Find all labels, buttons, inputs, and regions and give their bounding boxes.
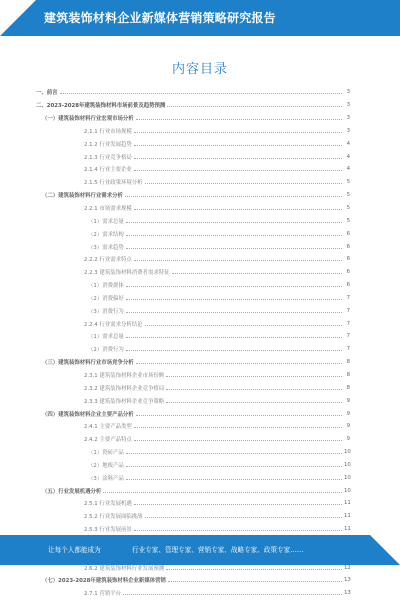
- toc-dot-leader: [134, 439, 342, 441]
- toc-dot-leader: [166, 375, 342, 377]
- toc-entry-text: 2.1.2 行业发展趋势: [84, 141, 132, 148]
- toc-entry-page: 8: [346, 371, 350, 378]
- toc-entry-text: 2.3.1 建筑装饰材料企业市场份额: [84, 372, 165, 379]
- toc-entry[interactable]: [36, 394, 350, 407]
- page-header: [0, 0, 400, 36]
- toc-entry[interactable]: [36, 176, 350, 189]
- toc-dot-leader: [126, 298, 342, 300]
- toc-entry-page: 6: [346, 269, 350, 276]
- toc-entry-text: 2.1.5 行业政策环境分析: [84, 180, 143, 187]
- toc-entry[interactable]: [36, 253, 350, 266]
- toc-entry-text: （1）需求总量: [88, 334, 124, 341]
- toc-entry-text: （1）消费群体: [88, 283, 124, 290]
- toc-entry-page: 11: [344, 526, 351, 533]
- toc-entry-text: 2.4.2 主要产品特点: [84, 437, 132, 444]
- page-footer: [0, 535, 400, 565]
- toc-entry[interactable]: [36, 150, 350, 163]
- toc-entry-text: （2）消费偏好: [88, 295, 124, 302]
- toc-entry[interactable]: [36, 369, 350, 382]
- toc-entry-page: 13: [344, 590, 351, 597]
- toc-entry-page: 7: [346, 333, 350, 340]
- toc-entry-text: 2.2.1 市场需求规模: [84, 206, 132, 213]
- toc-dot-leader: [172, 272, 342, 274]
- toc-dot-leader: [134, 144, 342, 146]
- toc-entry[interactable]: [36, 420, 350, 433]
- toc-entry[interactable]: [36, 471, 350, 484]
- toc-entry-page: 10: [344, 474, 351, 481]
- toc-entry[interactable]: [36, 433, 350, 446]
- toc-dot-leader: [123, 593, 342, 595]
- toc-entry-text: （1）瓷砖产品: [88, 450, 124, 457]
- toc-entry-text: （四）建筑装饰材料企业主要产品分析: [42, 411, 134, 418]
- toc-dot-leader: [145, 324, 342, 326]
- toc-entry-text: 2.1.3 行业竞争格局: [84, 154, 132, 161]
- toc-entry-page: 3: [346, 89, 350, 96]
- toc-entry-text: （3）需求趋势: [88, 244, 124, 251]
- toc-dot-leader: [103, 491, 342, 493]
- toc-entry[interactable]: [36, 497, 350, 510]
- toc-entry-text: 2.3.3 建筑装饰材料企业竞争策略: [84, 398, 165, 405]
- toc-entry-page: 10: [344, 461, 351, 468]
- table-of-contents: [36, 86, 350, 600]
- toc-dot-leader: [134, 503, 342, 505]
- toc-entry[interactable]: [36, 137, 350, 150]
- toc-entry-text: 2.2.4 行业需求分析结论: [84, 321, 143, 328]
- toc-entry-text: 二、2023-2028年建筑装饰材料市场前景及趋势预测: [36, 103, 166, 110]
- toc-entry-page: 6: [346, 256, 350, 263]
- toc-entry-text: 2.6.2 建筑装饰材料行业发展预测: [84, 565, 165, 572]
- toc-entry[interactable]: [36, 343, 350, 356]
- toc-dot-leader: [126, 221, 342, 223]
- toc-dot-leader: [134, 529, 342, 531]
- toc-entry-text: 2.7.1 营销平台: [84, 591, 121, 598]
- toc-dot-leader: [134, 208, 342, 210]
- toc-dot-leader: [166, 568, 342, 570]
- toc-dot-leader: [126, 234, 342, 236]
- toc-dot-leader: [126, 285, 342, 287]
- toc-entry-text: （三）建筑装饰材料行业市场竞争分析: [42, 360, 134, 367]
- toc-dot-leader: [136, 414, 342, 416]
- toc-dot-leader: [126, 247, 342, 249]
- toc-entry[interactable]: [36, 458, 350, 471]
- toc-entry[interactable]: [36, 574, 350, 587]
- toc-entry[interactable]: [36, 317, 350, 330]
- toc-entry-text: （2）消费行为: [88, 347, 124, 354]
- toc-entry[interactable]: [36, 279, 350, 292]
- toc-dot-leader: [136, 118, 342, 120]
- footer-slogan-left: 让每个人都能成为: [48, 546, 101, 554]
- toc-entry-text: （五）行业发展机遇分析: [42, 488, 102, 495]
- toc-entry-text: 2.5.2 行业发展面临挑战: [84, 514, 143, 521]
- toc-entry-page: 7: [346, 346, 350, 353]
- toc-entry[interactable]: [36, 523, 350, 536]
- toc-entry-text: （一）建筑装饰材料行业宏观市场分析: [42, 116, 134, 123]
- toc-dot-leader: [166, 401, 342, 403]
- toc-entry-page: 3: [346, 102, 350, 109]
- toc-entry[interactable]: [36, 240, 350, 253]
- toc-dot-leader: [145, 182, 342, 184]
- toc-entry-page: 11: [344, 500, 351, 507]
- toc-entry-page: 3: [346, 127, 350, 134]
- toc-entry-page: 5: [346, 179, 350, 186]
- toc-dot-leader: [136, 362, 342, 364]
- toc-entry-page: 9: [346, 410, 350, 417]
- toc-entry[interactable]: [36, 214, 350, 227]
- toc-entry-page: 12: [344, 564, 351, 571]
- toc-entry-text: （二）建筑装饰材料行业需求分析: [42, 193, 123, 200]
- toc-entry[interactable]: [36, 356, 350, 369]
- toc-entry-text: （七）2023-2028年建筑装饰材料企业新媒体营销: [42, 578, 166, 585]
- toc-entry[interactable]: [36, 227, 350, 240]
- toc-entry-text: （3）消费行为: [88, 308, 124, 315]
- toc-entry-page: 4: [346, 153, 350, 160]
- toc-entry[interactable]: [36, 163, 350, 176]
- toc-entry[interactable]: [36, 304, 350, 317]
- toc-entry-page: 9: [346, 397, 350, 404]
- toc-entry-page: 4: [346, 140, 350, 147]
- toc-entry[interactable]: [36, 330, 350, 343]
- toc-entry-page: 8: [346, 384, 350, 391]
- toc-entry-text: （2）地板产品: [88, 462, 124, 469]
- toc-dot-leader: [126, 452, 342, 454]
- toc-entry-text: 2.5.3 行业发展前景: [84, 527, 132, 534]
- toc-entry[interactable]: [36, 484, 350, 497]
- toc-entry-page: 3: [346, 115, 350, 122]
- toc-entry-page: 10: [344, 487, 351, 494]
- toc-entry-page: 6: [346, 282, 350, 289]
- footer-slogan-right: 行业专家、管理专家、营销专家、战略专家、政策专家……: [132, 546, 304, 554]
- toc-entry[interactable]: [36, 189, 350, 202]
- toc-entry-page: 5: [346, 217, 350, 224]
- toc-dot-leader: [134, 259, 342, 261]
- header-corner-decoration: [0, 0, 36, 36]
- toc-dot-leader: [134, 426, 342, 428]
- toc-dot-leader: [166, 388, 342, 390]
- toc-entry[interactable]: [36, 266, 350, 279]
- toc-dot-leader: [134, 131, 342, 133]
- toc-entry-page: 9: [346, 423, 350, 430]
- toc-entry-text: 2.1.4 行业主要企业: [84, 167, 132, 174]
- toc-entry-text: 2.2.2 行业需求特点: [84, 257, 132, 264]
- toc-entry[interactable]: [36, 381, 350, 394]
- toc-dot-leader: [60, 92, 342, 94]
- toc-entry[interactable]: [36, 86, 350, 99]
- toc-entry-page: 8: [346, 359, 350, 366]
- toc-entry-page: 7: [346, 294, 350, 301]
- toc-entry-page: 13: [344, 577, 351, 584]
- toc-entry[interactable]: [36, 446, 350, 459]
- toc-dot-leader: [126, 478, 342, 480]
- toc-entry-page: 4: [346, 166, 350, 173]
- toc-dot-leader: [167, 105, 342, 107]
- toc-dot-leader: [126, 311, 342, 313]
- toc-dot-leader: [125, 195, 342, 197]
- toc-entry[interactable]: [36, 99, 350, 112]
- toc-dot-leader: [134, 157, 342, 159]
- toc-dot-leader: [126, 349, 342, 351]
- toc-title: 内容目录: [171, 62, 228, 77]
- toc-entry-page: 11: [344, 513, 351, 520]
- toc-entry[interactable]: [36, 125, 350, 138]
- toc-dot-leader: [126, 336, 342, 338]
- toc-entry[interactable]: [36, 510, 350, 523]
- toc-entry-page: 7: [346, 307, 350, 314]
- toc-entry-text: （3）涂料产品: [88, 475, 124, 482]
- toc-dot-leader: [168, 580, 342, 582]
- toc-entry[interactable]: [36, 202, 350, 215]
- toc-entry-page: 6: [346, 230, 350, 237]
- toc-entry-text: 2.3.2 建筑装饰材料企业竞争格局: [84, 385, 165, 392]
- toc-entry-page: 9: [346, 436, 350, 443]
- footer-corner-decoration: [370, 535, 400, 565]
- toc-entry-page: 5: [346, 192, 350, 199]
- toc-dot-leader: [126, 465, 342, 467]
- toc-entry-text: （1）需求总量: [88, 218, 124, 225]
- toc-entry[interactable]: [36, 587, 350, 600]
- toc-dot-leader: [134, 169, 342, 171]
- toc-entry-text: 一、前言: [36, 90, 58, 97]
- toc-entry-page: 10: [344, 449, 351, 456]
- toc-entry-page: 5: [346, 205, 350, 212]
- toc-entry[interactable]: [36, 112, 350, 125]
- toc-entry-text: 2.4.1 主要产品类型: [84, 424, 132, 431]
- toc-entry-text: 2.2.3 建筑装饰材料消费者需求特征: [84, 270, 170, 277]
- toc-entry[interactable]: [36, 407, 350, 420]
- toc-entry-text: （2）需求结构: [88, 231, 124, 238]
- toc-entry-text: 2.1.1 行业市场规模: [84, 128, 132, 135]
- toc-dot-leader: [145, 516, 342, 518]
- toc-entry-page: 7: [346, 320, 350, 327]
- toc-entry-page: 6: [346, 243, 350, 250]
- report-title: 建筑装饰材料企业新媒体营销策略研究报告: [44, 11, 276, 25]
- toc-entry-text: 2.5.1 行业发展机遇: [84, 501, 132, 508]
- toc-entry[interactable]: [36, 292, 350, 305]
